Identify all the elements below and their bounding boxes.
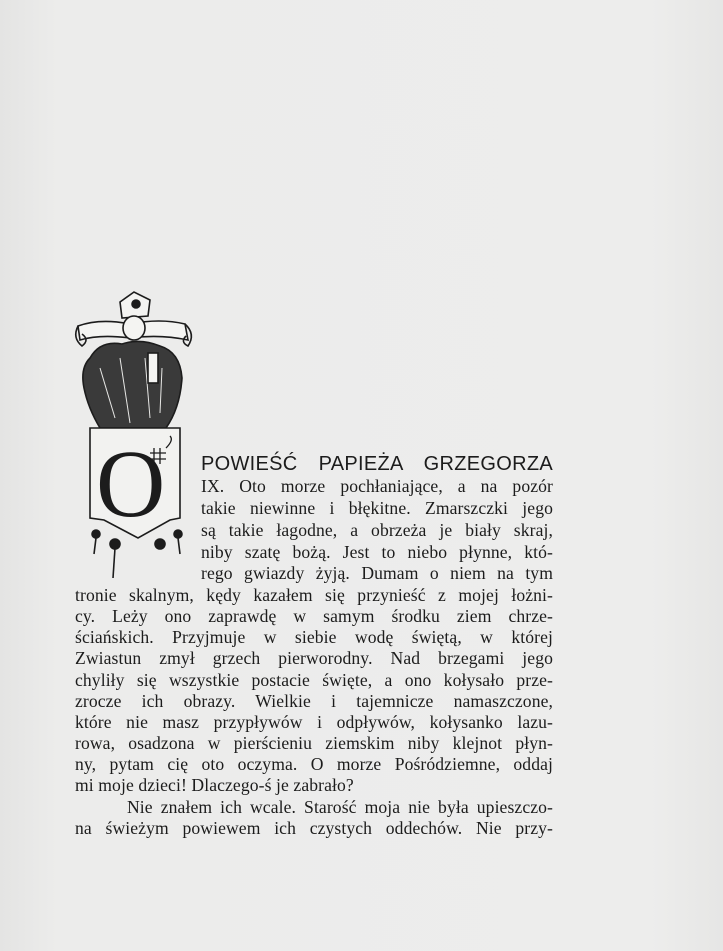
chapter-heading: POWIEŚĆ PAPIEŻA GRZEGORZA [201, 453, 553, 475]
text-line: cy. Leży ono zaprawdę w samym środku ziem chrze- [75, 606, 553, 626]
text-line: tronie skalnym, kędy kazałem się przynieść z mojej łożni- [75, 585, 553, 605]
text-line: takie niewinne i błękitne. Zmarszczki jego [201, 498, 553, 518]
text-line: chyliły się wszystkie postacie święte, a ono kołysało prze- [75, 670, 553, 690]
text-line: IX. Oto morze pochłaniające, a na pozór [201, 476, 553, 496]
text-line: Nie znałem ich wcale. Starość moja nie była upieszczo- [127, 797, 553, 817]
text-line: ściańskich. Przyjmuje w siebie wodę świętą, w której [75, 627, 553, 647]
text-line: rego gwiazdy żyją. Dumam o niem na tym [201, 563, 553, 583]
text-line: na świeżym powiewem ich czystych oddechów. Nie przy- [75, 818, 553, 838]
text-line: zrocze ich obrazy. Wielkie i tajemnicze namaszczone, [75, 691, 553, 711]
illustrated-initial-illustration [70, 288, 200, 583]
text-line: Zwiastun zmył grzech pierworodny. Nad brzegami jego [75, 648, 553, 668]
text-line: które nie masz przypływów i odpływów, kołysanko lazu- [75, 712, 553, 732]
text-line: ny, pytam cię oto oczyma. O morze Pośródziemne, oddaj [75, 754, 553, 774]
text-line: rowa, osadzona w pierścieniu ziemskim niby klejnot płyn- [75, 733, 553, 753]
text-line: są takie łagodne, a obrzeża je biały skraj, [201, 520, 553, 540]
drop-cap-letter: O [96, 430, 166, 537]
text-line: niby szatę bożą. Jest to niebo płynne, któ- [201, 542, 553, 562]
text-line: mi moje dzieci! Dlaczego-ś je zabrało? [75, 775, 354, 795]
